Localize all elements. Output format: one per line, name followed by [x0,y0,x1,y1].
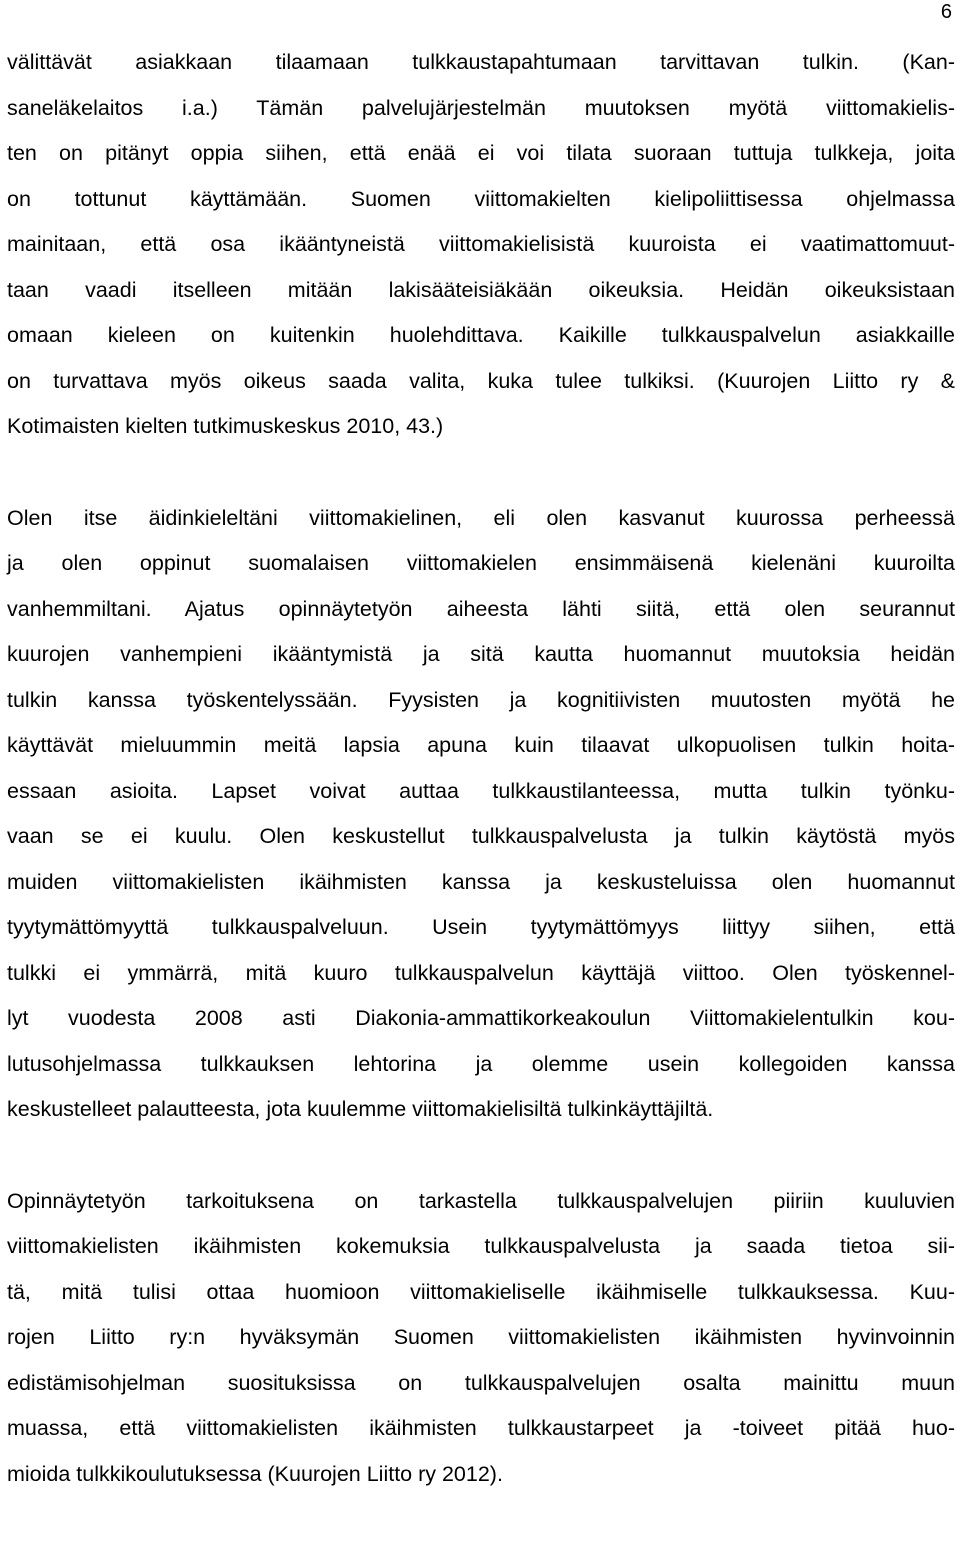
text-line: lyt vuodesta 2008 asti Diakonia-ammattikorkeakoulun Viittomakielentulkin kou- [7,1006,955,1030]
text-line: taan vaadi itselleen mitään lakisääteisiäkään oikeuksia. Heidän oikeuksistaan [7,277,955,302]
text-line: saneläkelaitos i.a.) Tämän palvelujärjestelmän muutoksen myötä viittomakielis- [7,95,955,120]
text-line: on turvattava myös oikeus saada valita, kuka tulee tulkiksi. (Kuurojen Liitto ry & [7,368,955,393]
paragraph-gap [7,450,955,496]
text-line: viittomakielisten ikäihmisten kokemuksia tulkkauspalvelusta ja saada tietoa sii- [7,1234,955,1258]
text-line: kuurojen vanhempieni ikääntymistä ja sitä kautta huomannut muutoksia heidän [7,642,955,666]
text-line: vaan se ei kuulu. Olen keskustellut tulkkauspalvelusta ja tulkin käytöstä myös [7,824,955,848]
text-line: vanhemmiltani. Ajatus opinnäytetyön aiheesta lähti siitä, että olen seurannut [7,596,955,621]
text-line: mainitaan, että osa ikääntyneistä viittomakielisistä kuuroista ei vaatimattomuut- [7,232,955,256]
text-line: ja olen oppinut suomalaisen viittomakielen ensimmäisenä kielenäni kuuroilta [7,551,955,575]
text-line: on tottunut käyttämään. Suomen viittomakielten kielipoliittisessa ohjelmassa [7,186,955,211]
text-line: rojen Liitto ry:n hyväksymän Suomen viittomakielisten ikäihmisten hyvinvoinnin [7,1325,955,1349]
text-line: omaan kieleen on kuitenkin huolehdittava. Kaikille tulkkauspalvelun asiakkaille [7,323,955,347]
text-line: keskustelleet palautteesta, jota kuulemme viittomakielisiltä tulkinkäyttäjiltä. [7,1097,714,1121]
text-line: välittävät asiakkaan tilaamaan tulkkaustapahtumaan tarvittavan tulkin. (Kan- [7,50,955,74]
page-number: 6 [940,1,952,23]
text-line: Opinnäytetyön tarkoituksena on tarkastella tulkkauspalvelujen piiriin kuuluvien [7,1188,955,1213]
paragraph-2 [7,496,955,1133]
text-line: mioida tulkkikoulutuksessa (Kuurojen Liitto ry 2012). [7,1461,503,1486]
text-line: lutusohjelmassa tulkkauksen lehtorina ja olemme usein kollegoiden kanssa [7,1051,955,1076]
body-text [7,40,955,1497]
text-line: tyytymättömyyttä tulkkauspalveluun. Usein tyytymättömyys liittyy siihen, että [7,915,955,939]
text-line: edistämisohjelman suosituksissa on tulkkauspalvelujen osalta mainittu muun [7,1370,955,1395]
text-line: käyttävät mieluummin meitä lapsia apuna kuin tilaavat ulkopuolisen tulkin hoita- [7,733,955,757]
paragraph-1 [7,40,955,450]
text-line: tulkin kanssa työskentelyssään. Fyysisten ja kognitiivisten muutosten myötä he [7,687,955,712]
text-line: essaan asioita. Lapset voivat auttaa tulkkaustilanteessa, mutta tulkin työnku- [7,778,955,803]
text-line: tä, mitä tulisi ottaa huomioon viittomakieliselle ikäihmiselle tulkkauksessa. Kuu- [7,1279,955,1304]
text-line: muassa, että viittomakielisten ikäihmisten tulkkaustarpeet ja -toiveet pitää huo- [7,1416,955,1440]
paragraph-gap [7,1133,955,1179]
text-line: muiden viittomakielisten ikäihmisten kanssa ja keskusteluissa olen huomannut [7,869,955,894]
text-line: Kotimaisten kielten tutkimuskeskus 2010, 43.) [7,414,444,438]
paragraph-3 [7,1179,955,1498]
text-line: Olen itse äidinkieleltäni viittomakielinen, eli olen kasvanut kuurossa perheessä [7,505,955,530]
text-line: tulkki ei ymmärrä, mitä kuuro tulkkauspalvelun käyttäjä viittoo. Olen työskennel- [7,960,955,985]
text-line: ten on pitänyt oppia siihen, että enää ei voi tilata suoraan tuttuja tulkkeja, joita [7,141,955,165]
